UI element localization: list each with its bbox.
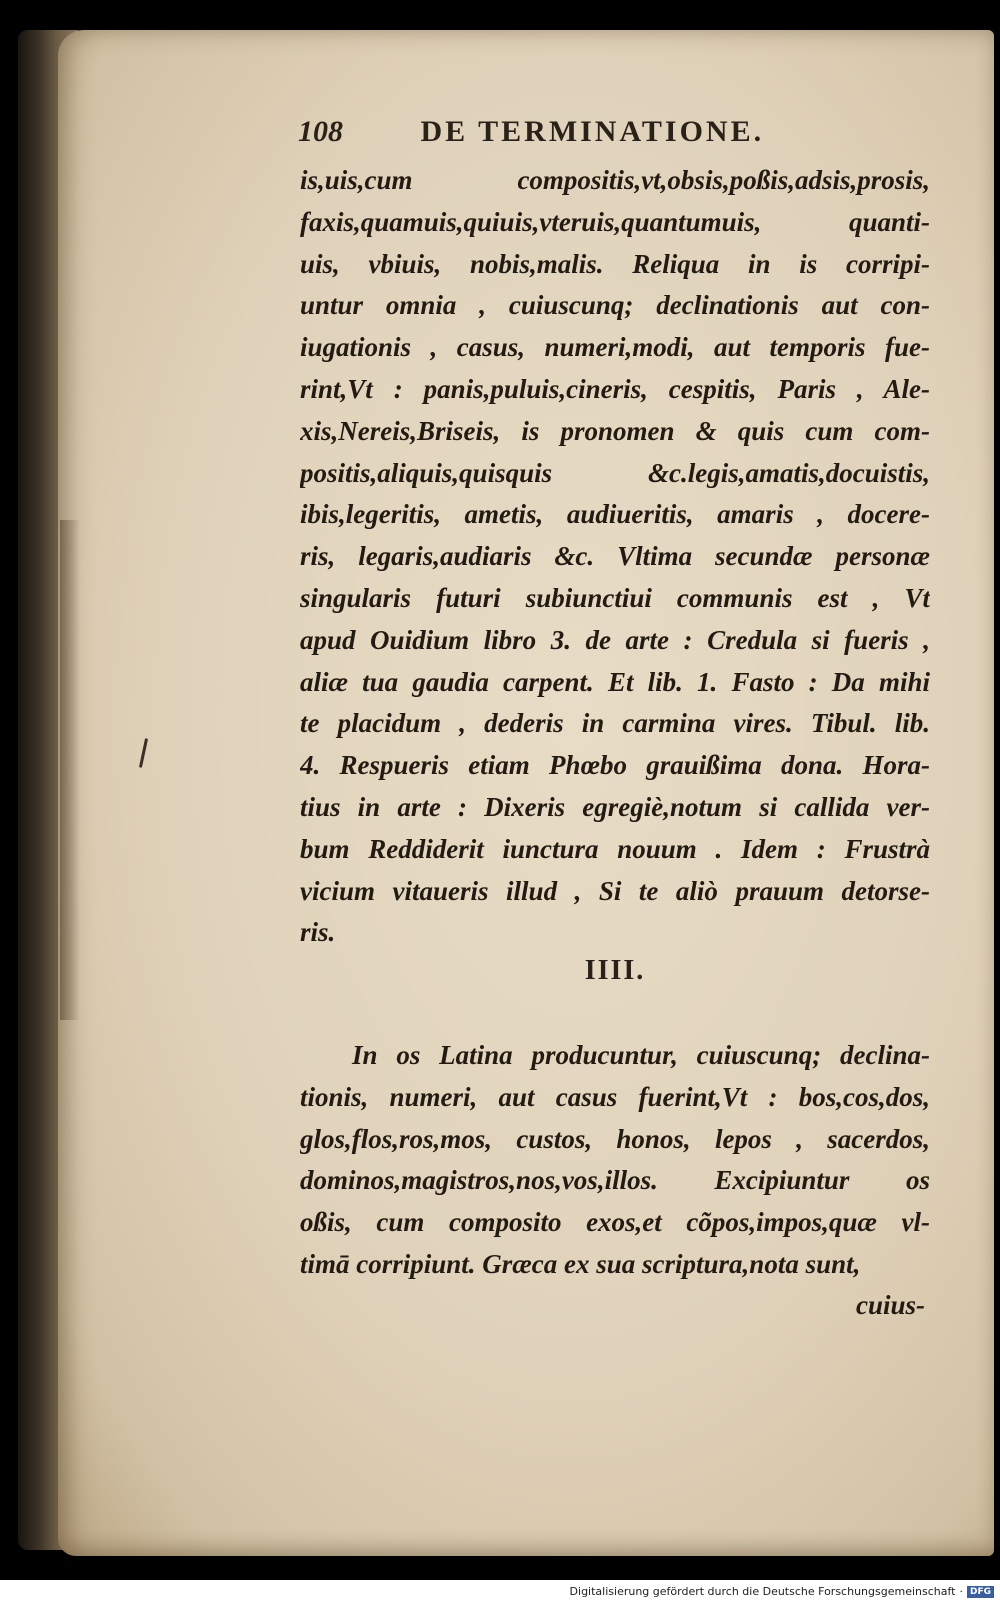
footer-separator: · [959, 1585, 963, 1598]
text-line: glos,flos,ros,mos, custos, honos, lepos , sacerdos, [300, 1123, 930, 1154]
page-number: 108 [298, 115, 343, 148]
text-line: untur omnia , cuiuscunq; declinationis aut con- [300, 290, 930, 321]
text-line: te placidum , dederis in carmina vires. Tibul. lib. [300, 708, 930, 739]
section-heading: IIII. [584, 955, 646, 986]
catchword: cuius- [855, 1290, 925, 1320]
text-line: ibis,legeritis, ametis, audiueritis, amaris , docere- [300, 499, 930, 530]
text-line: faxis,quamuis,quiuis,vteruis,quantumuis, quanti- [300, 206, 930, 237]
text-line: uis, vbiuis, nobis,malis. Reliqua in is corripi- [300, 248, 930, 279]
text-line: timā corripiunt. Græca ex sua scriptura,nota sunt, [300, 1248, 861, 1279]
text-line: singularis futuri subiunctiui communis est , Vt [300, 582, 930, 613]
dfg-logo: DFG [967, 1586, 994, 1598]
text-line: bum Reddiderit iunctura nouum . Idem : Frustrà [300, 833, 930, 864]
text-line: iugationis , casus, numeri,modi, aut temporis fue- [300, 332, 930, 363]
text-line: positis,aliquis,quisquis &c.legis,amatis,docuistis, [300, 457, 930, 488]
text-line: 4. Respueris etiam Phœbo grauißima dona. Hora- [300, 750, 930, 781]
digitization-footer [570, 1585, 994, 1598]
running-header [298, 115, 940, 149]
text-line: xis,Nereis,Briseis, is pronomen & quis cum com- [300, 415, 930, 446]
text-line: aliæ tua gaudia carpent. Et lib. 1. Fasto : Da mihi [300, 666, 930, 697]
text-line: ris, legaris,audiaris &c. Vltima secundæ personæ [300, 541, 930, 572]
text-line: rint,Vt : panis,puluis,cineris, cespitis, Paris , Ale- [300, 373, 930, 404]
text-line: apud Ouidium libro 3. de arte : Credula si fueris , [300, 624, 930, 655]
text-line: dominos,magistros,nos,vos,illos. Excipiuntur os [300, 1165, 930, 1196]
page-stain [60, 520, 80, 1020]
text-line: In os Latina producuntur, cuiuscunq; declina- [352, 1040, 930, 1070]
text-block-1 [300, 160, 930, 954]
text-line: is,uis,cum compositis,vt,obsis,poßis,adsis,prosis, [300, 165, 930, 195]
text-line: ris. [300, 917, 336, 948]
footer-credit: Digitalisierung gefördert durch die Deutsche Forschungsgemeinschaft [569, 1585, 956, 1598]
text-line: oßis, cum composito exos,et cõpos,impos,quæ vl- [300, 1207, 930, 1238]
text-line: vicium vitaueris illud , Si te aliò prauum detorse- [300, 875, 930, 906]
running-head-title: DE TERMINATIONE. [420, 115, 765, 148]
text-block-2 [300, 1035, 930, 1286]
text-line: tius in arte : Dixeris egregiè,notum si callida ver- [300, 791, 930, 822]
text-line: tionis, numeri, aut casus fuerint,Vt : bos,cos,dos, [300, 1081, 930, 1112]
